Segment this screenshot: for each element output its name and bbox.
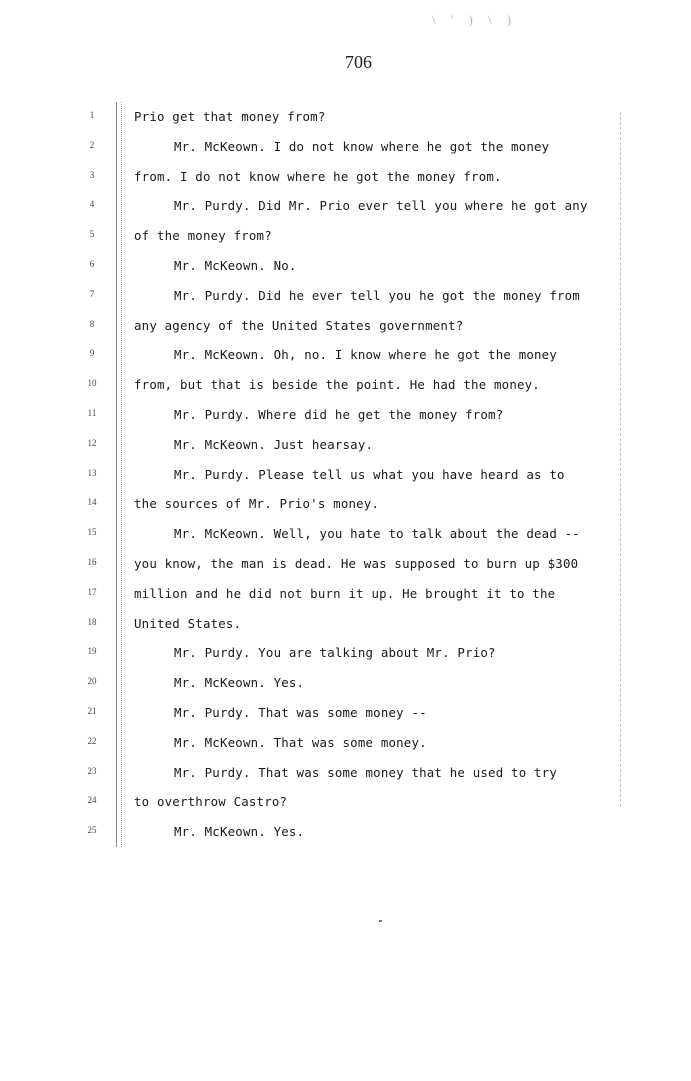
transcript-line — [0, 643, 691, 663]
transcript-line — [0, 137, 691, 157]
line-text: from, but that is beside the point. He had the money. — [134, 377, 540, 393]
transcript-line — [0, 375, 691, 395]
stray-mark — [379, 920, 382, 922]
line-text: Mr. McKeown. Yes. — [174, 675, 305, 691]
line-number: 6 — [89, 259, 95, 269]
transcript-line — [0, 792, 691, 812]
transcript-line — [0, 763, 691, 783]
page-number: 706 — [345, 52, 372, 72]
line-text: Mr. McKeown. Yes. — [174, 824, 305, 840]
line-number: 17 — [87, 586, 97, 597]
line-text: you know, the man is dead. He was supposed to burn up $300 — [134, 556, 579, 571]
line-text: Mr. McKeown. Just hearsay. — [174, 436, 374, 452]
transcript-line — [0, 614, 691, 634]
line-text: million and he did not burn it up. He brought it to the — [134, 585, 556, 601]
line-number: 5 — [89, 229, 95, 240]
transcript-line — [0, 703, 691, 723]
line-text: Prio get that money from? — [134, 109, 326, 124]
line-number: 9 — [89, 348, 95, 359]
line-number: 25 — [87, 825, 97, 836]
transcript-line — [0, 435, 691, 455]
line-text: Mr. Purdy. Please tell us what you have heard as to — [174, 466, 565, 482]
transcript-line — [0, 494, 691, 514]
transcript-line — [0, 286, 691, 306]
line-number: 10 — [87, 378, 97, 389]
transcript-line — [0, 345, 691, 365]
transcript-line — [0, 226, 691, 246]
line-text: from. I do not know where he got the money from. — [134, 168, 502, 184]
transcript-line — [0, 673, 691, 693]
line-number: 11 — [87, 408, 97, 418]
transcript-line — [0, 465, 691, 485]
line-number: 20 — [87, 676, 97, 687]
line-number: 7 — [89, 288, 95, 299]
line-number: 18 — [87, 616, 97, 627]
line-text: any agency of the United States government? — [134, 317, 464, 333]
transcript-line — [0, 524, 691, 544]
line-number: 8 — [89, 318, 95, 329]
line-number: 13 — [87, 467, 97, 478]
line-number: 16 — [87, 557, 97, 567]
transcript-line — [0, 554, 691, 574]
line-number: 24 — [87, 795, 97, 806]
line-number: 14 — [87, 497, 97, 508]
line-text: Mr. McKeown. I do not know where he got the money — [174, 138, 550, 154]
line-text: Mr. Purdy. You are talking about Mr. Prio? — [174, 645, 496, 661]
line-text: Mr. McKeown. Well, you hate to talk about the dead -- — [174, 526, 580, 542]
transcript-line — [0, 405, 691, 425]
line-text: Mr. McKeown. Oh, no. I know where he got the money — [174, 347, 557, 363]
line-text: Mr. Purdy. Did he ever tell you he got the money from — [174, 287, 580, 303]
corner-handwritten-mark: \ ' ) \ ) — [432, 12, 518, 27]
transcript-line — [0, 584, 691, 604]
transcript-line — [0, 822, 691, 842]
line-text: of the money from? — [134, 228, 272, 244]
transcript-line — [0, 316, 691, 336]
transcript-line — [0, 167, 691, 187]
line-number: 22 — [87, 735, 97, 746]
line-number: 23 — [87, 765, 97, 776]
line-number: 4 — [89, 199, 95, 210]
line-text: to overthrow Castro? — [134, 794, 288, 810]
line-text: Mr. Purdy. That was some money -- — [174, 705, 427, 720]
line-number: 21 — [87, 706, 97, 716]
line-number: 3 — [89, 169, 95, 180]
transcript-line — [0, 107, 691, 127]
transcript-line — [0, 256, 691, 276]
line-text: Mr. McKeown. That was some money. — [174, 734, 427, 750]
line-text: Mr. McKeown. No. — [174, 258, 297, 273]
line-number: 15 — [87, 527, 97, 538]
line-number: 2 — [89, 139, 95, 150]
line-text: the sources of Mr. Prio's money. — [134, 496, 380, 512]
line-text: Mr. Purdy. Did Mr. Prio ever tell you where he got any — [174, 198, 588, 214]
transcript-line — [0, 196, 691, 216]
line-number: 19 — [87, 646, 97, 657]
line-text: Mr. Purdy. Where did he get the money from? — [174, 407, 504, 422]
line-text: United States. — [134, 615, 242, 631]
line-number: 1 — [89, 110, 95, 120]
transcript-line — [0, 733, 691, 753]
line-number: 12 — [87, 437, 97, 448]
line-text: Mr. Purdy. That was some money that he used to try — [174, 764, 557, 780]
